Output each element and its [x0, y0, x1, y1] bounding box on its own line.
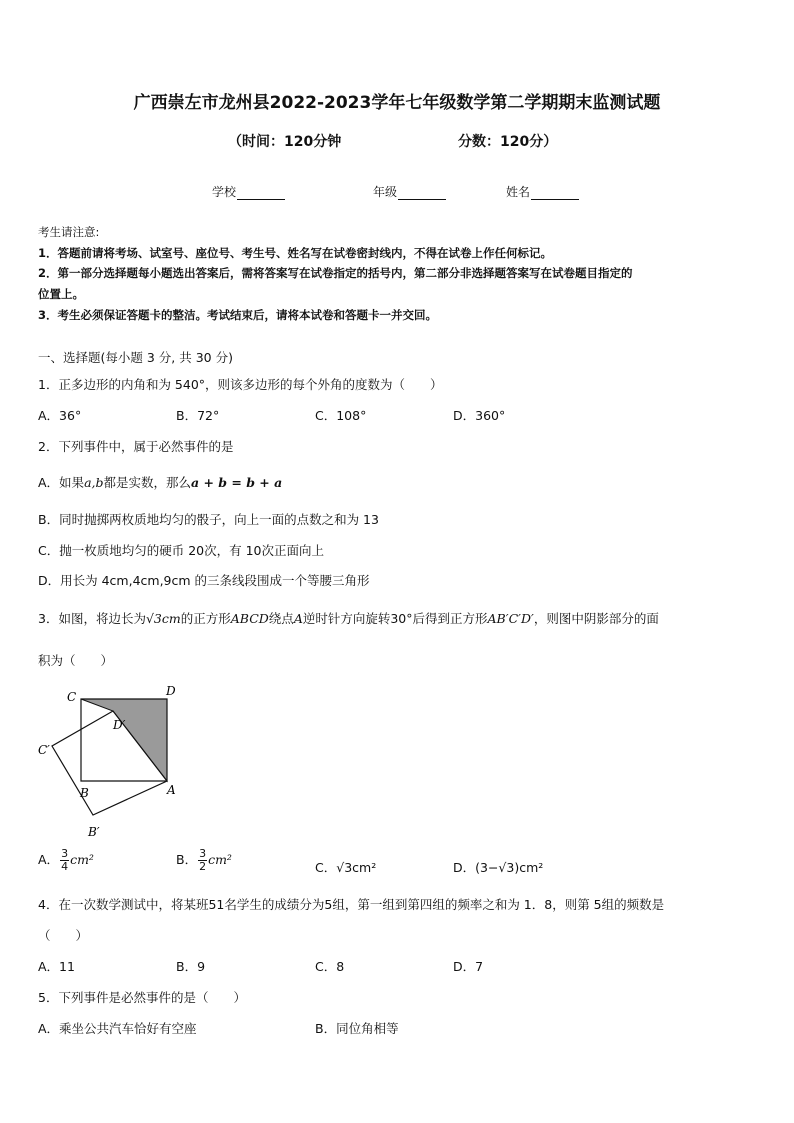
q3-stem-a: 3．如图，将边长为 [38, 611, 146, 626]
q2-option-b[interactable]: B．同时抛掷两枚质地均匀的骰子，向上一面的点数之和为 13 [38, 512, 379, 527]
exam-title: 广西崇左市龙州县2022-2023学年七年级数学第二学期期末监测试题 [133, 93, 661, 113]
grade-blank[interactable] [398, 187, 446, 200]
q3-a-fraction [60, 848, 69, 873]
q2-option-a[interactable] [38, 473, 282, 491]
label-c: C [67, 690, 77, 704]
q2-option-d[interactable]: D．用长为 4cm,4cm,9cm 的三条线段围成一个等腰三角形 [38, 573, 370, 588]
q4-stem-line2: （ ） [38, 928, 89, 943]
notes-heading: 考生请注意: [38, 225, 100, 239]
q5-option-b[interactable]: B．同位角相等 [315, 1021, 399, 1036]
q3-b-denominator: 2 [199, 860, 207, 873]
q2-stem: 2．下列事件中，属于必然事件的是 [38, 439, 234, 454]
q5-option-a[interactable]: A．乘坐公共汽车恰好有空座 [38, 1021, 197, 1036]
q4-option-b[interactable]: B．9 [176, 959, 206, 974]
q3-option-b[interactable] [176, 848, 232, 873]
q3-square-name-2: AB′C′D′ [487, 611, 534, 626]
q3-stem-b: 的正方形 [180, 611, 231, 626]
q1-stem: 1．正多边形的内角和为 540°，则该多边形的每个外角的度数为（ ） [38, 377, 443, 392]
q3-b-fraction [198, 848, 207, 873]
note-1: 1．答题前请将考场、试室号、座位号、考生号、姓名写在试卷密封线内，不得在试卷上作任何标记。 [38, 246, 552, 260]
q2-a-mid: 都是实数，那么 [103, 475, 192, 490]
q2-a-equation: a + b = b + a [191, 475, 283, 490]
q4-stem: 4．在一次数学测试中，将某班51名学生的成绩分为5组，第一组到第四组的频率之和为 1．8，则第 5组的频数是 [38, 897, 665, 912]
q3-b-prefix: B． [176, 852, 198, 867]
q3-a-denominator: 4 [61, 860, 69, 873]
q3-option-d[interactable]: D．(3−√3)cm² [453, 860, 544, 875]
school-blank[interactable] [237, 187, 285, 200]
label-b: B [80, 786, 89, 800]
label-d-prime: D′ [113, 718, 126, 732]
grade-label: 年级 [373, 185, 398, 199]
q3-b-unit: cm² [208, 852, 232, 867]
exam-score: 分数：120分） [458, 134, 558, 150]
q3-stem-c: 绕点 [268, 611, 294, 626]
exam-time: （时间：120分钟 [228, 134, 342, 150]
q3-a-prefix: A． [38, 852, 60, 867]
school-field[interactable] [212, 183, 285, 200]
q3-option-c[interactable]: C．√3cm² [315, 860, 377, 875]
q3-stem-line2: 积为（ ） [38, 653, 114, 668]
q3-stem [38, 609, 659, 627]
q3-a-numerator: 3 [61, 847, 69, 860]
note-2: 2．第一部分选择题每小题选出答案后，需将答案写在试卷指定的括号内，第二部分非选择题答案写在试卷题目指定的 [38, 266, 633, 280]
q1-option-b[interactable]: B．72° [176, 408, 220, 423]
q4-option-a[interactable]: A．11 [38, 959, 75, 974]
label-c-prime: C′ [38, 743, 50, 757]
q3-pivot-point: A [293, 611, 303, 626]
q4-option-d[interactable]: D．7 [453, 959, 484, 974]
q4-option-c[interactable]: C．8 [315, 959, 345, 974]
note-3: 3．考生必须保证答题卡的整洁。考试结束后，请将本试卷和答题卡一并交回。 [38, 308, 437, 322]
q3-option-a[interactable] [38, 848, 94, 873]
q1-option-c[interactable]: C．108° [315, 408, 367, 423]
q3-stem-e: ，则图中阴影部分的面 [533, 611, 659, 626]
q5-stem: 5．下列事件是必然事件的是（ ） [38, 990, 246, 1005]
note-2-cont: 位置上。 [38, 287, 84, 301]
q2-a-vars: a,b [84, 475, 104, 490]
label-d: D [166, 684, 176, 698]
label-b-prime: B′ [88, 825, 100, 839]
section-heading: 一、选择题(每小题 3 分, 共 30 分) [38, 350, 233, 365]
q3-side-length: √3cm [145, 611, 181, 626]
q2-a-prefix: A．如果 [38, 475, 85, 490]
q3-a-unit: cm² [70, 852, 94, 867]
shaded-region [81, 699, 167, 781]
q1-option-d[interactable]: D．360° [453, 408, 506, 423]
name-blank[interactable] [531, 187, 579, 200]
q1-option-a[interactable]: A．36° [38, 408, 82, 423]
q3-square-name: ABCD [230, 611, 269, 626]
name-field[interactable] [506, 183, 579, 200]
grade-field[interactable] [373, 183, 446, 200]
school-label: 学校 [212, 185, 237, 199]
q2-option-c[interactable]: C．抛一枚质地均匀的硬币 20次，有 10次正面向上 [38, 543, 324, 558]
name-label: 姓名 [506, 185, 531, 199]
q3-figure [30, 680, 190, 840]
q3-stem-d: 逆时针方向旋转30°后得到正方形 [302, 611, 488, 626]
q3-b-numerator: 3 [199, 847, 207, 860]
label-a: A [167, 783, 176, 797]
